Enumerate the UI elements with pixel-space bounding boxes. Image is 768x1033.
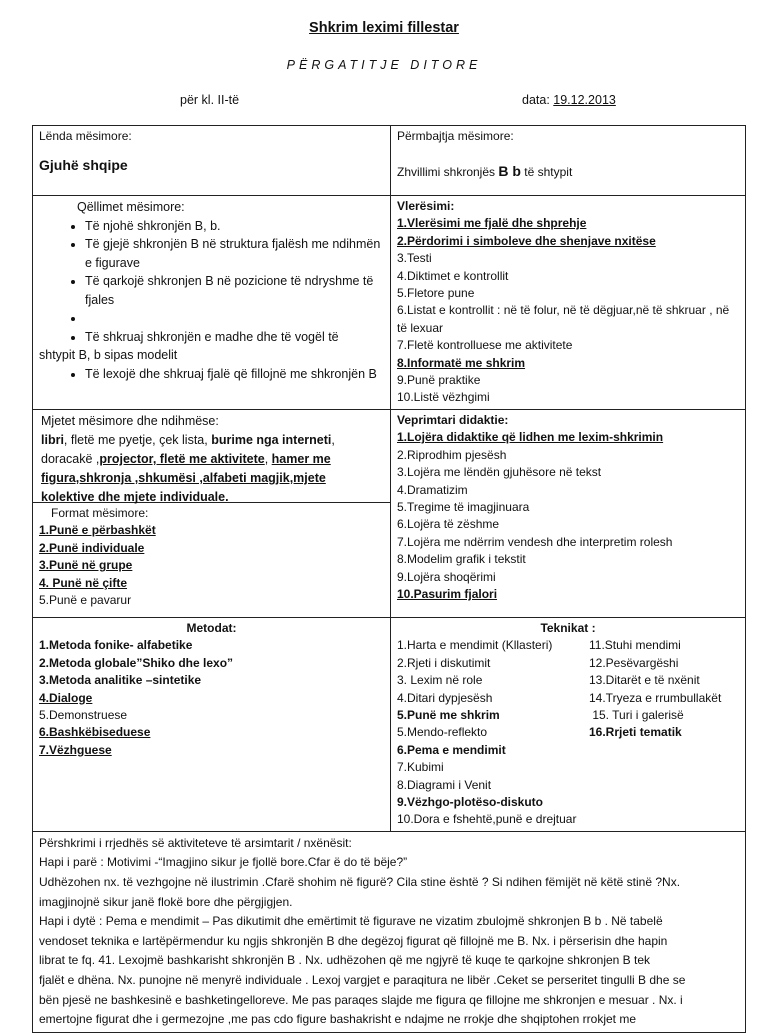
pershkrimi-line: emertojne figurat dhe i germezojne ,me pas cdo figure bashakrisht e ndajme ne rrokje dhe shqiptohen rrokjet me	[39, 1012, 636, 1027]
teknika-item: 15. Turi i galerisë	[589, 707, 684, 722]
teknika-item: 16.Rrjeti tematik	[589, 725, 682, 740]
teknika-item: 10.Dora e fshehtë,punë e drejtuar	[397, 812, 577, 827]
row-tools	[33, 409, 746, 617]
pershkrimi-heading: Përshkrimi i rrjedhës së aktiviteteve të arsimtarit / nxënësit:	[39, 835, 352, 850]
row-description	[33, 831, 746, 1032]
vleresimi-label: Vlerësimi:	[397, 199, 455, 213]
teknika-item: 12.Pesëvargëshi	[589, 655, 679, 670]
pershkrimi-line: librat te fq. 41. Lexojmë bashkarisht shkronjën B . Nx. udhëzohen që me ngjyrë të kuqe te qarkojne shkronjen B tek	[39, 953, 651, 968]
qellim-item	[85, 309, 384, 328]
teknika-item: 13.Ditarët e të nxënit	[589, 673, 700, 688]
cell-lenda	[33, 126, 391, 196]
mjetet-section	[33, 410, 390, 503]
qellim-item: • Të lexojë dhe shkruaj fjalë që fillojnë me shkronjën B	[85, 365, 384, 384]
veprimtari-item: 8.Modelim grafik i tekstit	[397, 552, 526, 567]
mjetet-text	[41, 431, 384, 488]
vleresimi-item: 5.Fletore pune	[397, 286, 475, 301]
vleresimi-item: 10.Listë vëzhgimi	[397, 390, 490, 405]
metoda-item: 2.Metoda globale”Shiko dhe lexo”	[39, 655, 234, 670]
veprimtari-item: 3.Lojëra me lëndën gjuhësore në tekst	[397, 465, 602, 480]
veprimtari-item: 4.Dramatizim	[397, 482, 468, 497]
page-title: Shkrim leximi fillestar	[309, 20, 459, 36]
qellim-item: • Të shkruaj shkronjën e madhe dhe të vogël të	[85, 328, 384, 347]
format-label: Format mësimore:	[51, 505, 149, 520]
cell-qellimet	[33, 196, 391, 410]
lesson-plan-table	[32, 125, 746, 1033]
pershkrimi-line: fjalët e dhëna. Nx. punojne në menyrë individuale . Lexoj vargjet e paraqitura ne libër .Ceket se perseritet tingulli B dhe se	[39, 973, 686, 988]
mjetet-label: Mjetet mësimore dhe ndihmëse:	[41, 413, 219, 428]
vleresimi-item: 8.Informatë me shkrim	[397, 355, 526, 370]
mjetet-part: ,	[264, 451, 272, 466]
veprimtari-item: 2.Riprodhim pjesësh	[397, 447, 507, 462]
mjetet-part: hamer me figura,shkronja ,shkumësi ,alfabeti magjik,mjete	[41, 451, 331, 485]
veprimtari-item: 10.Pasurim fjalori	[397, 586, 498, 601]
cell-vleresimi	[391, 196, 746, 410]
qellim-item-continued: shtypit B, b sipas modelit	[39, 348, 178, 362]
date-line	[522, 93, 616, 107]
teknika-item: 7.Kubimi	[397, 760, 444, 775]
pershkrimi-line: vendoset teknika e lartëpërmendur ku ngjis shkronjën B dhe degëzoj figurat që fillojnë me B. Nx. i përserisin dhe hapin	[39, 933, 668, 948]
teknika-item: 14.Tryeza e rrumbullakët	[589, 690, 722, 705]
qellimet-label: Qëllimet mësimore:	[77, 200, 185, 214]
veprimtari-item: 5.Tregime të imagjinuara	[397, 499, 530, 514]
mjetet-text-end: kolektive dhe mjete individuale.	[41, 489, 229, 504]
class-line: për kl. II-të	[180, 93, 240, 107]
qellim-item: • Të gjejë shkronjën B në struktura fjalësh me ndihmën e figurave	[85, 235, 384, 272]
metoda-item: 3.Metoda analitike –sintetike	[39, 673, 202, 688]
permbajtja-post: të shtypit	[520, 165, 573, 180]
teknika-item: 5.Punë me shkrim	[397, 707, 500, 722]
format-item: 2.Punë individuale	[39, 540, 145, 555]
metoda-item: 4.Dialoge	[39, 690, 93, 705]
document-subtitle: PËRGATITJE DITORE	[286, 58, 482, 72]
teknika-item: 9.Vëzhgo-plotëso-diskuto	[397, 794, 544, 809]
pershkrimi-line: Udhëzohen nx. të vezhgojne në ilustrimin .Cfarë shohim në figurë? Cila stine është ? Si ndihen fëmijët në këtë stinë ?Nx.	[39, 875, 681, 890]
teknika-item: 11.Stuhi mendimi	[589, 638, 681, 653]
permbajtja-pre: Zhvillimi shkronjës	[397, 165, 499, 180]
qellimet-list	[39, 217, 384, 347]
teknika-item: 4.Ditari dypjesësh	[397, 690, 493, 705]
teknikat-label: Teknikat :	[540, 620, 596, 635]
cell-teknikat	[391, 617, 746, 831]
teknika-item: 3. Lexim në role	[397, 673, 483, 688]
veprimtari-item: 6.Lojëra të zëshme	[397, 517, 500, 532]
permbajtja-letters: B b	[498, 163, 521, 180]
date-value: 19.12.2013	[553, 93, 616, 107]
pershkrimi-line: Hapi i dytë : Pema e mendimit – Pas dikutimit dhe emërtimit të figurave ne vizatim zbulojmë shkronjen B b . Në tabelë	[39, 914, 663, 929]
teknikat-col-2	[589, 637, 739, 828]
mjetet-part: projector, fletë me aktivitete	[99, 451, 265, 466]
vleresimi-item: 1.Vlerësimi me fjalë dhe shprehje	[397, 216, 587, 231]
vleresimi-item: 3.Testi	[397, 251, 432, 266]
format-item: 1.Punë e përbashkët	[39, 523, 156, 538]
qellim-item: • Të qarkojë shkronjen B në pozicione të ndryshme të fjales	[85, 272, 384, 309]
cell-pershkrimi	[33, 831, 746, 1032]
veprimtari-item: 9.Lojëra shoqërimi	[397, 569, 496, 584]
vleresimi-item: 4.Diktimet e kontrollit	[397, 268, 509, 283]
format-section	[33, 503, 390, 611]
mjetet-part: libri	[41, 432, 64, 447]
veprimtari-item: 7.Lojëra me ndërrim vendesh dhe interpretim rolesh	[397, 534, 673, 549]
row-goals	[33, 196, 746, 410]
row-methods	[33, 617, 746, 831]
veprimtari-item: 1.Lojëra didaktike që lidhen me lexim-shkrimin	[397, 430, 664, 445]
metodat-label: Metodat:	[186, 620, 237, 635]
lenda-label: Lënda mësimore:	[39, 129, 132, 143]
qellimet-list-2	[39, 365, 384, 384]
teknika-item: 8.Diagrami i Venit	[397, 777, 492, 792]
vleresimi-item: 9.Punë praktike	[397, 373, 481, 388]
metoda-item: 1.Metoda fonike- alfabetike	[39, 638, 193, 653]
format-item: 3.Punë në grupe	[39, 558, 133, 573]
pershkrimi-line: Hapi i parë : Motivimi -“Imagjino sikur je fjollë bore.Cfar ë do të bëje?”	[39, 855, 408, 870]
vleresimi-item: 6.Listat e kontrollit : në të folur, në të dëgjuar,në të shkruar , në të lexuar	[397, 303, 730, 335]
qellim-item: • Të njohë shkronjën B, b.	[85, 217, 384, 236]
lenda-value: Gjuhë shqipe	[39, 157, 128, 174]
format-item: 5.Punë e pavarur	[39, 592, 132, 607]
mjetet-part: burime nga interneti	[211, 432, 332, 447]
permbajtja-label: Përmbajtja mësimore:	[397, 129, 514, 143]
metoda-item: 6.Bashkëbiseduese	[39, 725, 151, 740]
cell-veprimtari	[391, 409, 746, 617]
vleresimi-item: 2.Përdorimi i simboleve dhe shenjave nxitëse	[397, 233, 656, 248]
cell-mjetet-format	[33, 409, 391, 617]
pershkrimi-line: imagjinojnë sikur janë flokë bore dhe përgjigjen.	[39, 894, 293, 909]
teknikat-col-1	[397, 637, 589, 828]
teknika-item: 2.Rjeti i diskutimit	[397, 655, 491, 670]
veprimtari-label: Veprimtari didaktie:	[397, 412, 509, 427]
teknika-item: 6.Pema e mendimit	[397, 742, 506, 757]
date-label: data:	[522, 93, 554, 107]
teknika-item: 1.Harta e mendimit (Kllasteri)	[397, 638, 553, 653]
format-item: 4. Punë në çifte	[39, 575, 128, 590]
vleresimi-item: 7.Fletë kontrolluese me aktivitete	[397, 338, 573, 353]
teknikat-columns	[397, 637, 739, 828]
row-subject	[33, 126, 746, 196]
metoda-item: 7.Vëzhguese	[39, 742, 112, 757]
cell-metodat	[33, 617, 391, 831]
teknika-item: 5.Mendo-reflekto	[397, 725, 488, 740]
metoda-item: 5.Demonstruese	[39, 707, 128, 722]
cell-permbajtja	[391, 126, 746, 196]
permbajtja-value	[397, 163, 739, 181]
mjetet-part: , fletë me pyetje, çek lista,	[63, 432, 212, 447]
pershkrimi-line: bën pjesë ne bashkesinë e bashketingelloreve. Me pas paraqes slajde me figura qe fillojne me shkronjen e mesuar . Nx. i	[39, 992, 683, 1007]
mjetet-part: , doracakë ,	[41, 432, 335, 466]
